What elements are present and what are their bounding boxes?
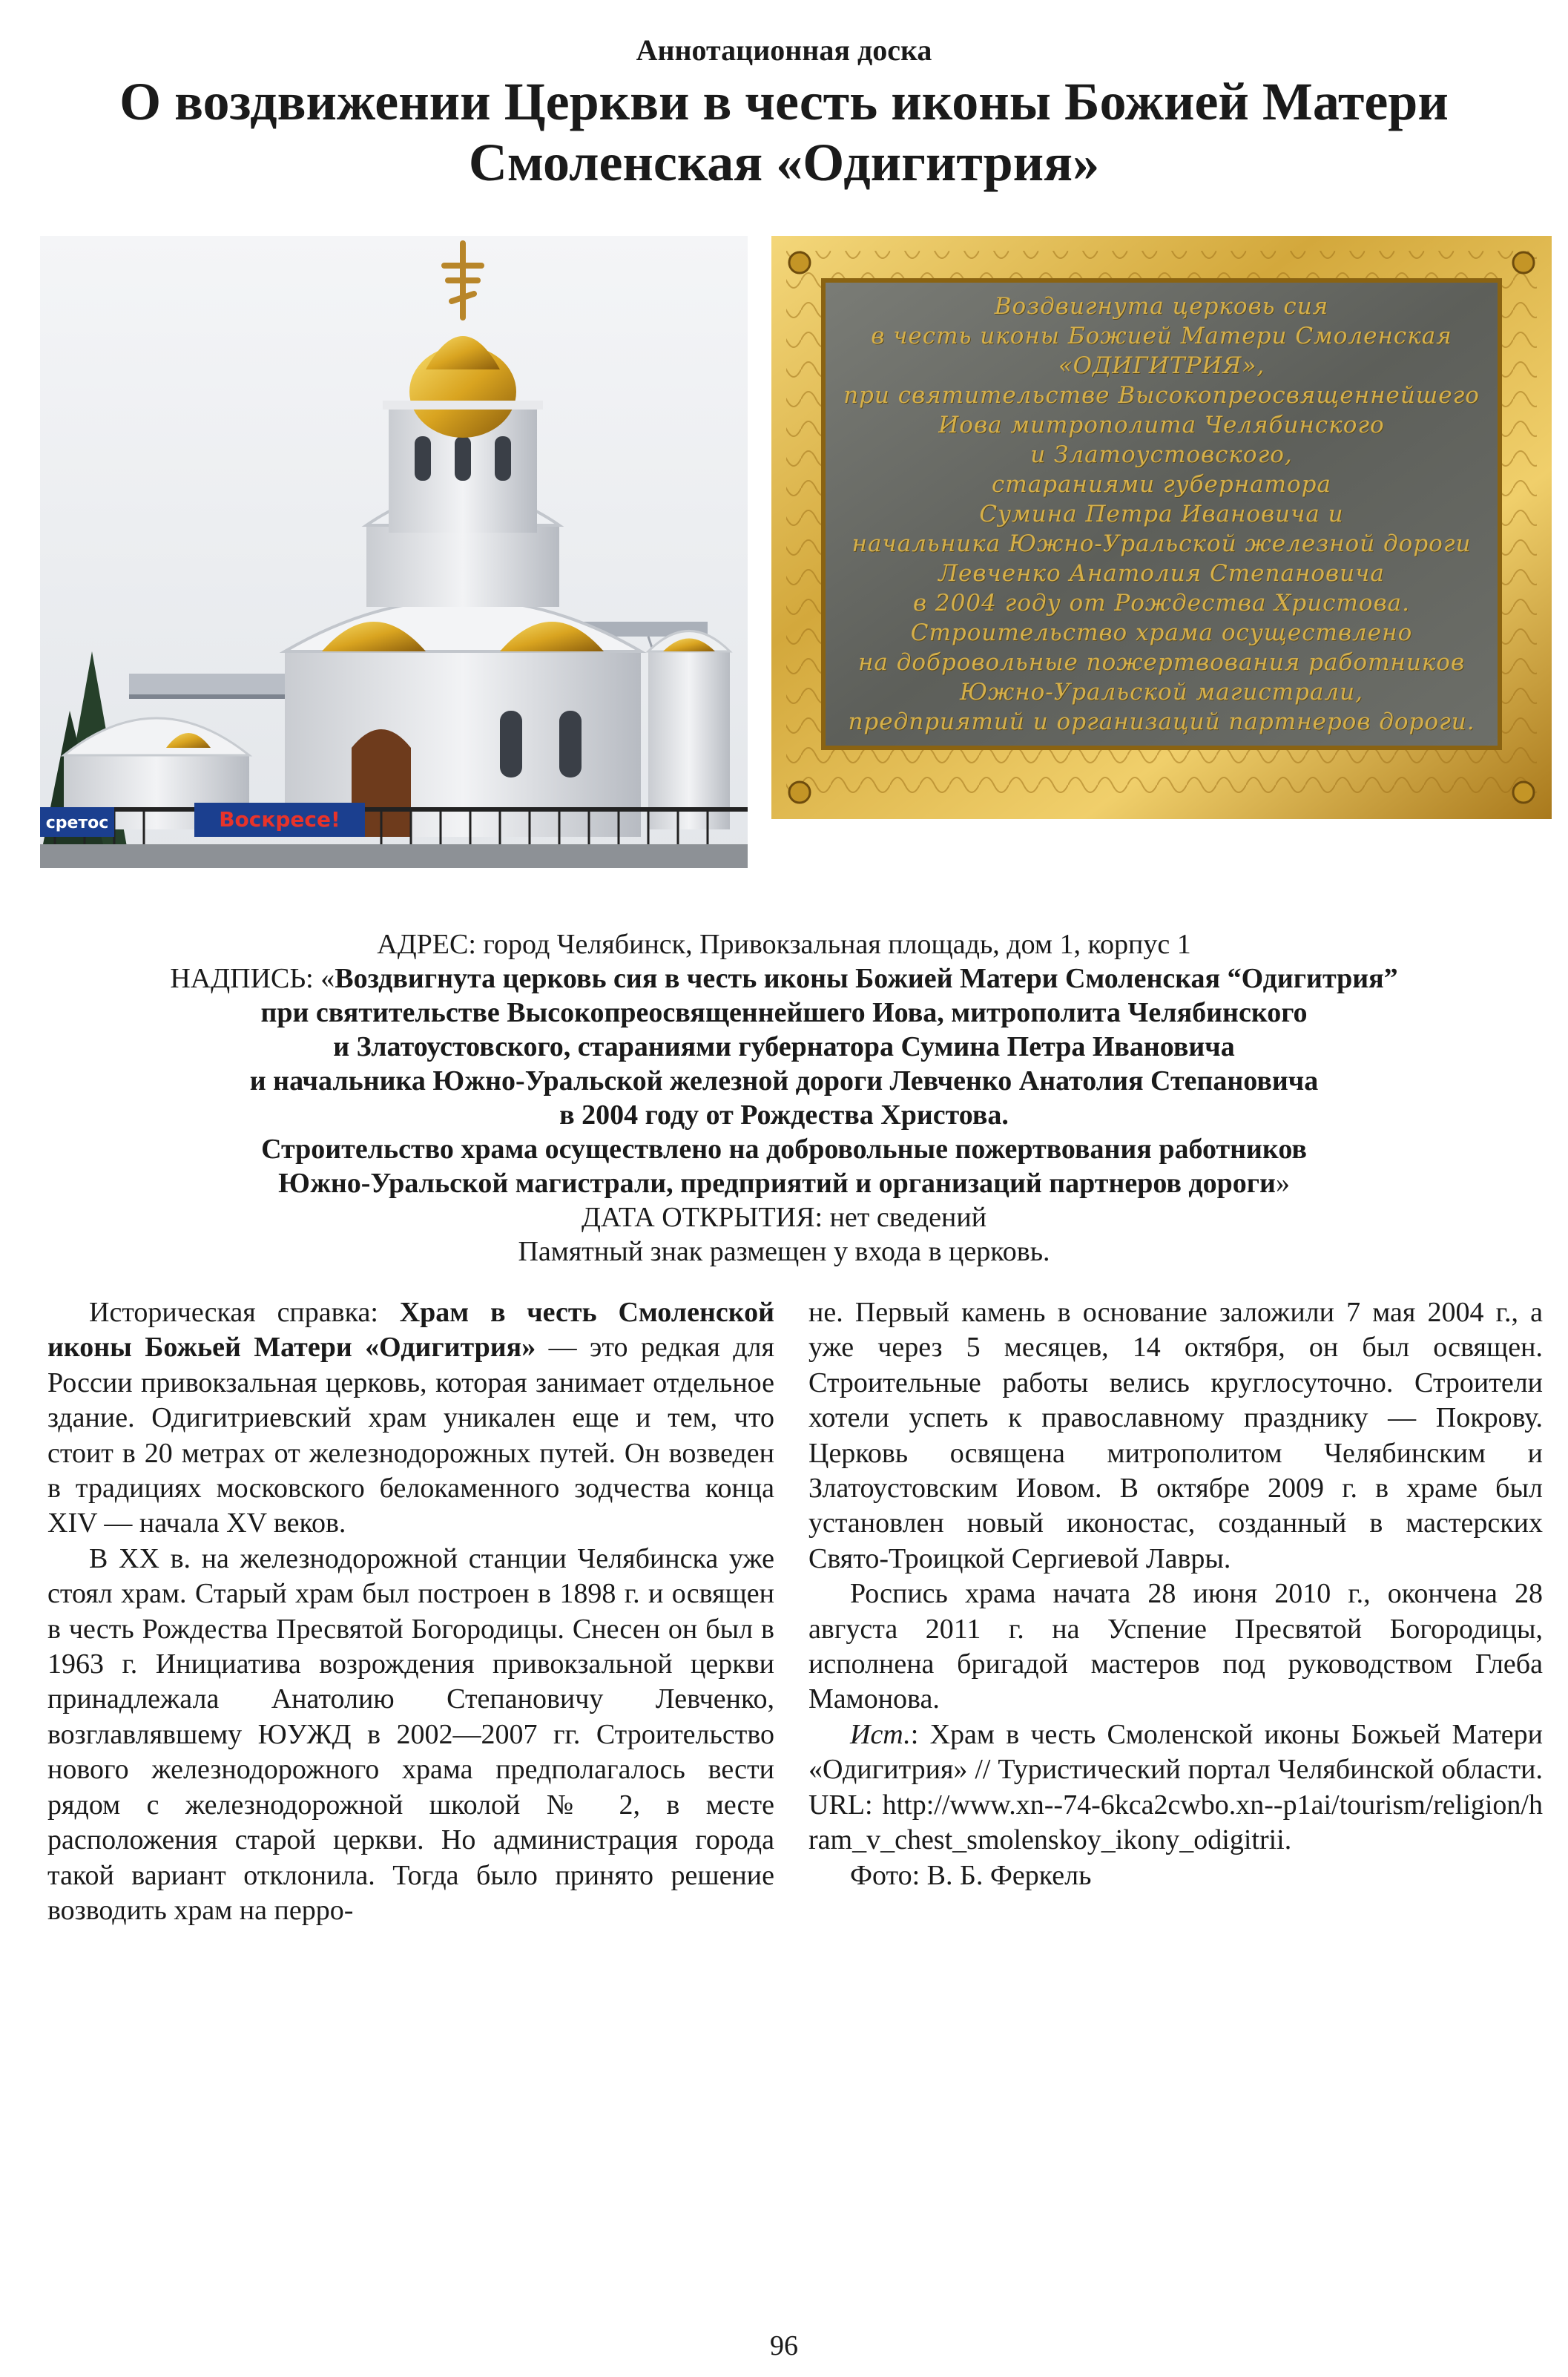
plaque-line: «ОДИГИТРИЯ», (1058, 352, 1265, 379)
inscription-text: и Златоустовского, стараниями губернатора Сумина Петра Ивановича (333, 1031, 1235, 1062)
source-reference (808, 1717, 1543, 1858)
article-paragraph-2: В XX в. на железнодорожной станции Челябинска уже стоял храм. Старый храм был построен в 1898 г. и освящен в честь Рождества Пресвятой Богородицы. Снесен он был в 1963 г. Инициатива возрождения привокзальной церкви принадлежала Анатолию Степановичу Левченко, возглавлявшему ЮУЖД в 2002—2007 гг. Строительство нового железнодорожного храма предполагалось вести рядом с железнодорожной школой № 2, в месте расположения старой церкви. Но администрация города такой вариант отклонила. Тогда было принято решение возводить храм на перро- (47, 1542, 774, 1926)
plaque-line: предприятий и организаций партнеров дороги. (848, 709, 1475, 735)
plaque-line: стараниями губернатора (991, 471, 1332, 498)
plaque-line: Иова митрополита Челябинского (938, 412, 1385, 438)
title-line-2: Смоленская «Одигитрия» (468, 133, 1100, 192)
inscription-text: в 2004 году от Рождества Христова. (559, 1099, 1009, 1131)
church-name: Храм в честь Смоленской иконы Божьей Матери «Одигитрия» (47, 1297, 774, 1364)
article-paragraph-3: Роспись храма начата 28 июня 2010 г., окончена 28 августа 2011 г. на Успение Пресвятой Богородицы, исполнена бригадой мастеров под руководством Глеба Мамонова. (808, 1578, 1543, 1715)
church-illustration (40, 236, 748, 868)
title-line-1: О воздвижении Церкви в честь иконы Божией Матери (119, 72, 1449, 131)
photo-credit: Фото: В. Б. Феркель (850, 1859, 1092, 1891)
address: АДРЕС: город Челябинск, Привокзальная площадь, дом 1, корпус 1 (377, 929, 1191, 960)
page-number: 96 (770, 2330, 798, 2361)
page-title (0, 71, 1568, 193)
inscription-text: Воздвигнута церковь сия в честь иконы Божией Матери Смоленская “Одигитрия” (335, 963, 1398, 994)
info-block (0, 927, 1568, 1269)
plaque-line: Левченко Анатолия Степановича (938, 560, 1385, 587)
history-text: — это редкая для России привокзальная церковь, которая занимает отдельное здание. Одигитриевский храм уникален еще и тем, что стоит в 20 метрах от железнодорожных путей. Он возведен в традициях московского белокаменного зодчества конца XIV — начала XV веков. (47, 1332, 774, 1539)
plaque-line: начальника Южно-Уральской железной дороги (851, 530, 1472, 557)
inscription-text: при святительстве Высокопреосвященнейшего Иова, митрополита Челябинского (260, 997, 1308, 1028)
history-lead: Историческая справка: (89, 1297, 400, 1328)
article-paragraph-1 (47, 1295, 774, 1542)
plaque-line: и Златоустовского, (1030, 441, 1293, 468)
article-paragraph-2-continued: не. Первый камень в основание заложили 7 мая 2004 г., а уже через 5 месяцев, 14 октября, он был освящен. Строительные работы велись круглосуточно. Строители хотели успеть к православному празднику — Покрову. Церковь освящена митрополитом Челябинским и Златоустовским Иовом. В октябре 2009 г. в храме был установлен новый иконостас, созданный в мастерских Свято-Троицкой Сергиевой Лавры. (808, 1297, 1543, 1574)
source-label: Ист. (850, 1718, 911, 1750)
kicker: Аннотационная доска (636, 33, 932, 67)
plaque-line: в честь иконы Божией Матери Смоленская (871, 323, 1452, 349)
source-text: : Храм в честь Смоленской иконы Божьей Матери «Одигитрия» // Туристический портал Челябинской области. URL: (808, 1718, 1543, 1821)
article-column-right (808, 1295, 1543, 1893)
article-column-left (47, 1295, 774, 1928)
source-url[interactable]: http://www.xn--74-6kca2cwbo.xn--p1ai/tourism/religion/hram_v_chest_smolenskoy_ikony_odigitrii. (808, 1789, 1543, 1856)
banner-left-text: сретос (45, 814, 109, 832)
inscription-text: Южно-Уральской магистрали, предприятий и организаций партнеров дороги (278, 1168, 1276, 1199)
plaque-line: Южно-Уральской магистрали, (960, 679, 1363, 706)
plaque-inscription (832, 288, 1491, 740)
church-photo (40, 236, 748, 868)
inscription-text: и начальника Южно-Уральской железной дороги Левченко Анатолия Степановича (249, 1065, 1319, 1097)
plaque-line: Строительство храма осуществлено (910, 619, 1413, 646)
location-note: Памятный знак размещен у входа в церковь. (518, 1236, 1050, 1267)
banner-right-text: Воскресе! (219, 807, 340, 832)
plaque-line: Сумина Петра Ивановича и (979, 501, 1344, 527)
plaque-line: на добровольные пожертвования работников (857, 649, 1466, 676)
plaque-line: Воздвигнута церковь сия (994, 293, 1329, 320)
inscription-close: » (1275, 1168, 1290, 1199)
plaque-line: в 2004 году от Рождества Христова. (913, 590, 1410, 617)
inscription-text: Строительство храма осуществлено на добровольные пожертвования работников (261, 1134, 1307, 1165)
plaque-line: при святительстве Высокопреосвященнейшего (843, 382, 1480, 409)
inscription-last-line (0, 1166, 1568, 1200)
opening-date: ДАТА ОТКРЫТИЯ: нет сведений (581, 1202, 987, 1233)
inscription-line-1 (0, 961, 1568, 996)
inscription-label: НАДПИСЬ: « (170, 963, 335, 994)
plaque-photo (771, 236, 1552, 819)
